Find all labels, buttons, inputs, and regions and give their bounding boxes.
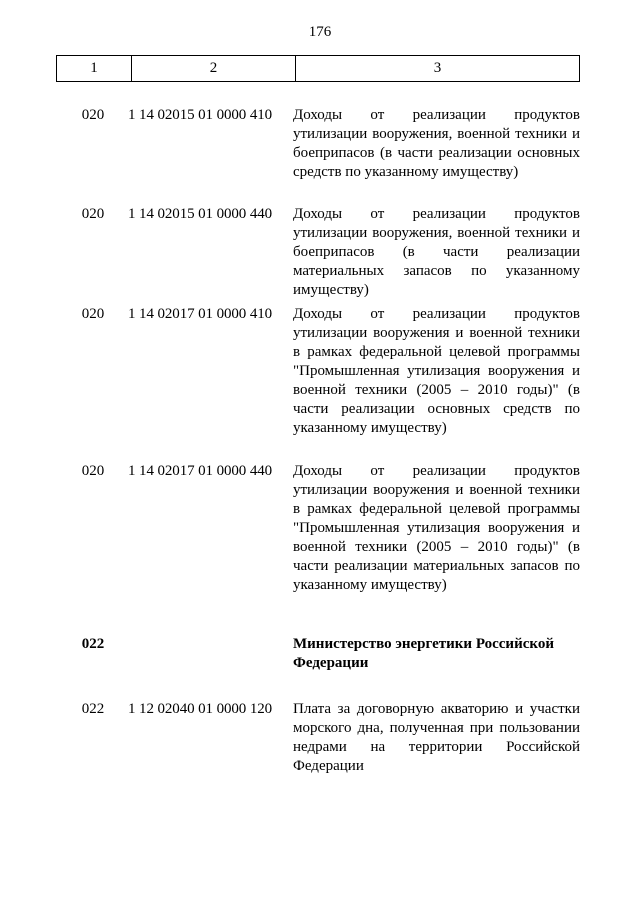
column-header-row: [56, 55, 580, 82]
budget-classification-code: 1 14 02015 01 0000 410: [128, 107, 273, 123]
ministry-name: Министерство энергетики Российской Федерации: [293, 636, 554, 671]
page-number: 176: [308, 24, 332, 40]
revenue-description: Доходы от реализации продуктов утилизации вооружения, военной техники и боеприпасов (в части реализации материальных запасов по указанному имуществу): [293, 206, 580, 298]
budget-classification-code: 1 12 02040 01 0000 120: [128, 701, 273, 717]
revenue-description: Доходы от реализации продуктов утилизации вооружения и военной техники в рамках федеральной целевой программы "Промышленная утилизация вооружения и военной техники (2005 – 2010 годы)" (в части реализации материальных запасов по указанному имуществу): [293, 463, 580, 593]
column-header-2: 2: [132, 56, 296, 81]
budget-classification-code: 1 14 02017 01 0000 410: [128, 306, 273, 322]
budget-classification-code: 1 14 02015 01 0000 440: [128, 206, 273, 222]
revenue-description: Доходы от реализации продуктов утилизации вооружения и военной техники в рамках федеральной целевой программы "Промышленная утилизация вооружения и военной техники (2005 – 2010 годы)" (в части реализации основных средств по указанному имуществу): [293, 306, 580, 436]
column-header-1: 1: [57, 56, 132, 81]
column-header-3: 3: [433, 60, 442, 76]
admin-code: 022: [81, 636, 105, 652]
admin-code: 020: [81, 463, 105, 479]
admin-code: 022: [81, 701, 105, 717]
revenue-description: Доходы от реализации продуктов утилизации вооружения, военной техники и боеприпасов (в части реализации основных средств по указанному имуществу): [293, 107, 580, 180]
revenue-description: Плата за договорную акваторию и участки морского дна, полученная при пользовании недрами на территории Российской Федерации: [293, 701, 580, 774]
admin-code: 020: [81, 306, 105, 322]
admin-code: 020: [81, 107, 105, 123]
budget-classification-code: 1 14 02017 01 0000 440: [128, 463, 273, 479]
admin-code: 020: [81, 206, 105, 222]
